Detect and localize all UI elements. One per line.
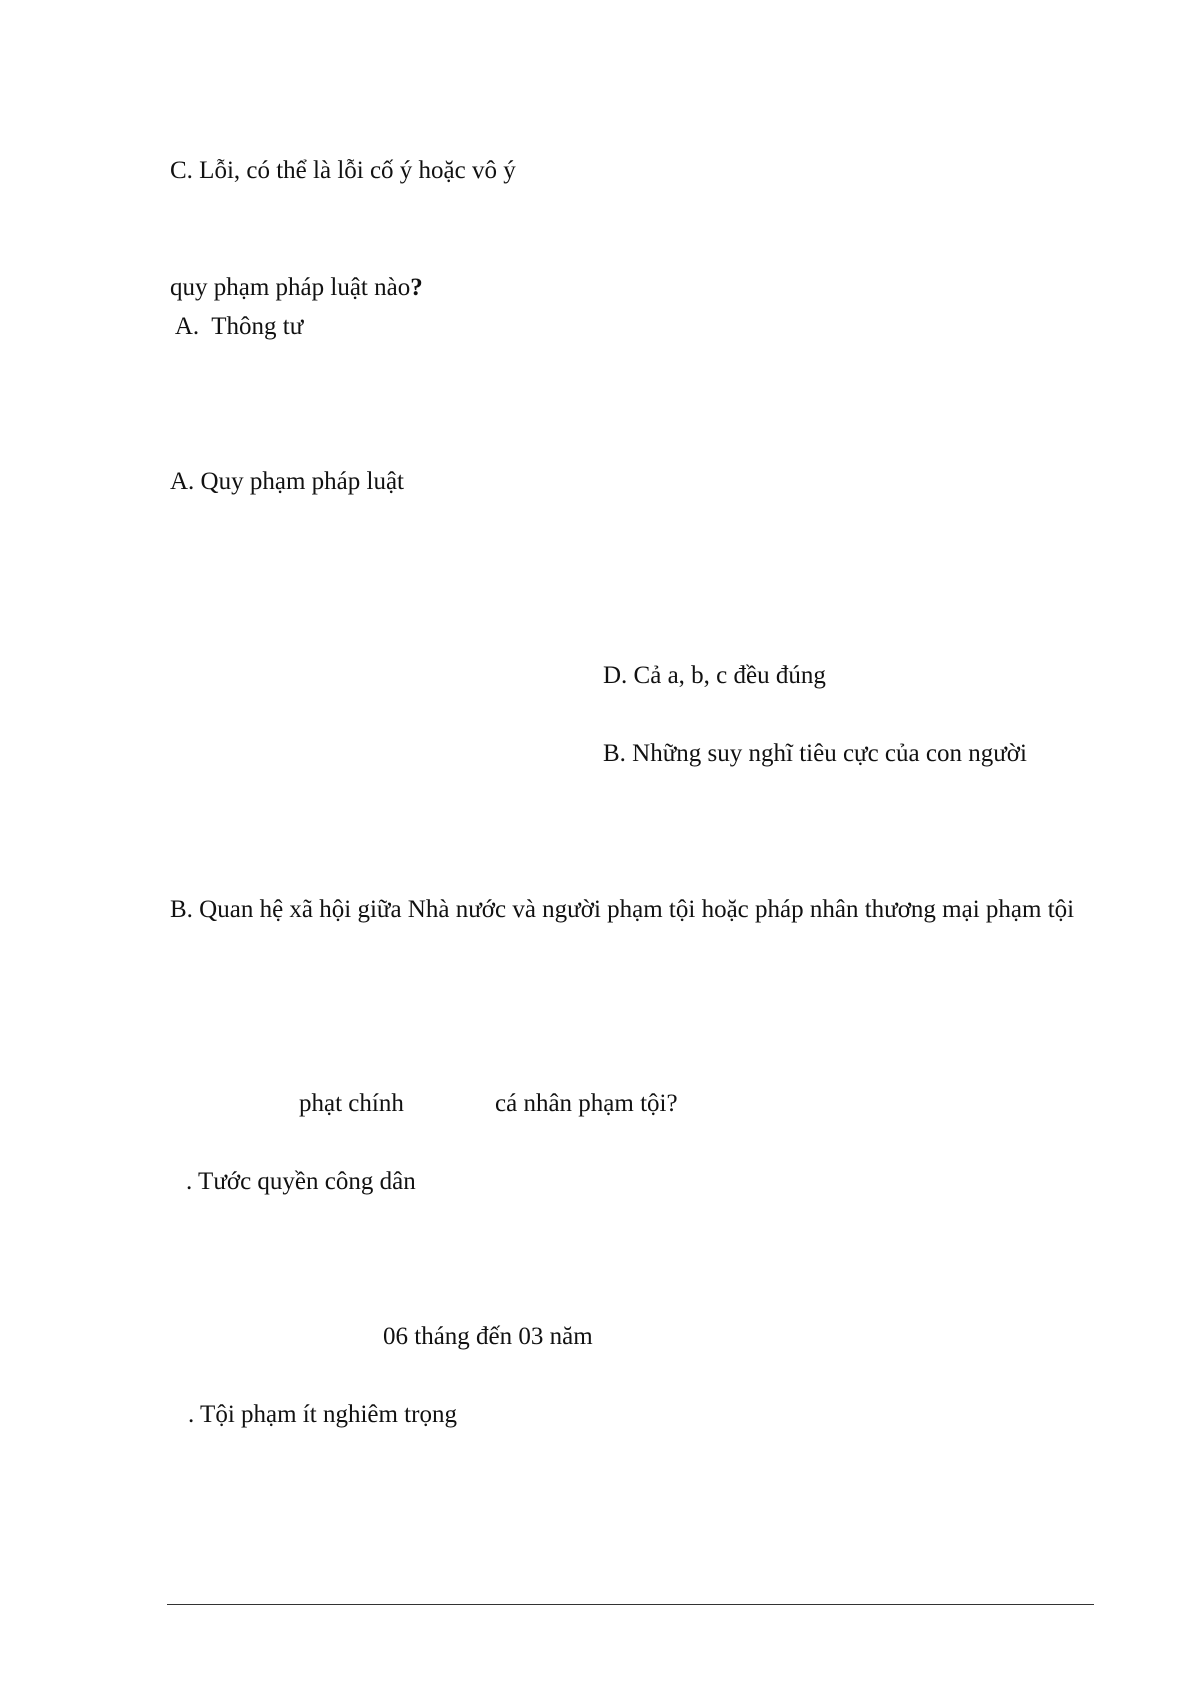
answer-option-a-legal-norm: A. Quy phạm pháp luật [170, 468, 404, 495]
answer-option-less-serious-crime: . Tội phạm ít nghiêm trọng [188, 1401, 457, 1428]
question-legal-norm-line [170, 271, 423, 305]
answer-option-deprive-citizenship: . Tước quyền công dân [186, 1168, 416, 1195]
answer-option-b-social-relation: B. Quan hệ xã hội giữa Nhà nước và người phạm tội hoặc pháp nhân thương mại phạm tội [170, 896, 1075, 923]
question-main-penalty-fragment-2: cá nhân phạm tội? [495, 1090, 678, 1117]
question-mark: ? [410, 274, 423, 301]
question-legal-norm-text: quy phạm pháp luật nào [170, 274, 411, 301]
answer-option-a-circular: A. Thông tư [170, 313, 304, 340]
question-main-penalty-fragment-1: phạt chính [299, 1090, 404, 1117]
footer-divider [167, 1604, 1094, 1605]
answer-option-c-fault: C. Lỗi, có thể là lỗi cố ý hoặc vô ý [170, 157, 516, 184]
answer-option-duration: 06 tháng đến 03 năm [383, 1323, 593, 1350]
answer-option-d-all-correct: D. Cả a, b, c đều đúng [603, 662, 826, 689]
answer-option-b-negative-thoughts: B. Những suy nghĩ tiêu cực của con người [603, 740, 1027, 767]
